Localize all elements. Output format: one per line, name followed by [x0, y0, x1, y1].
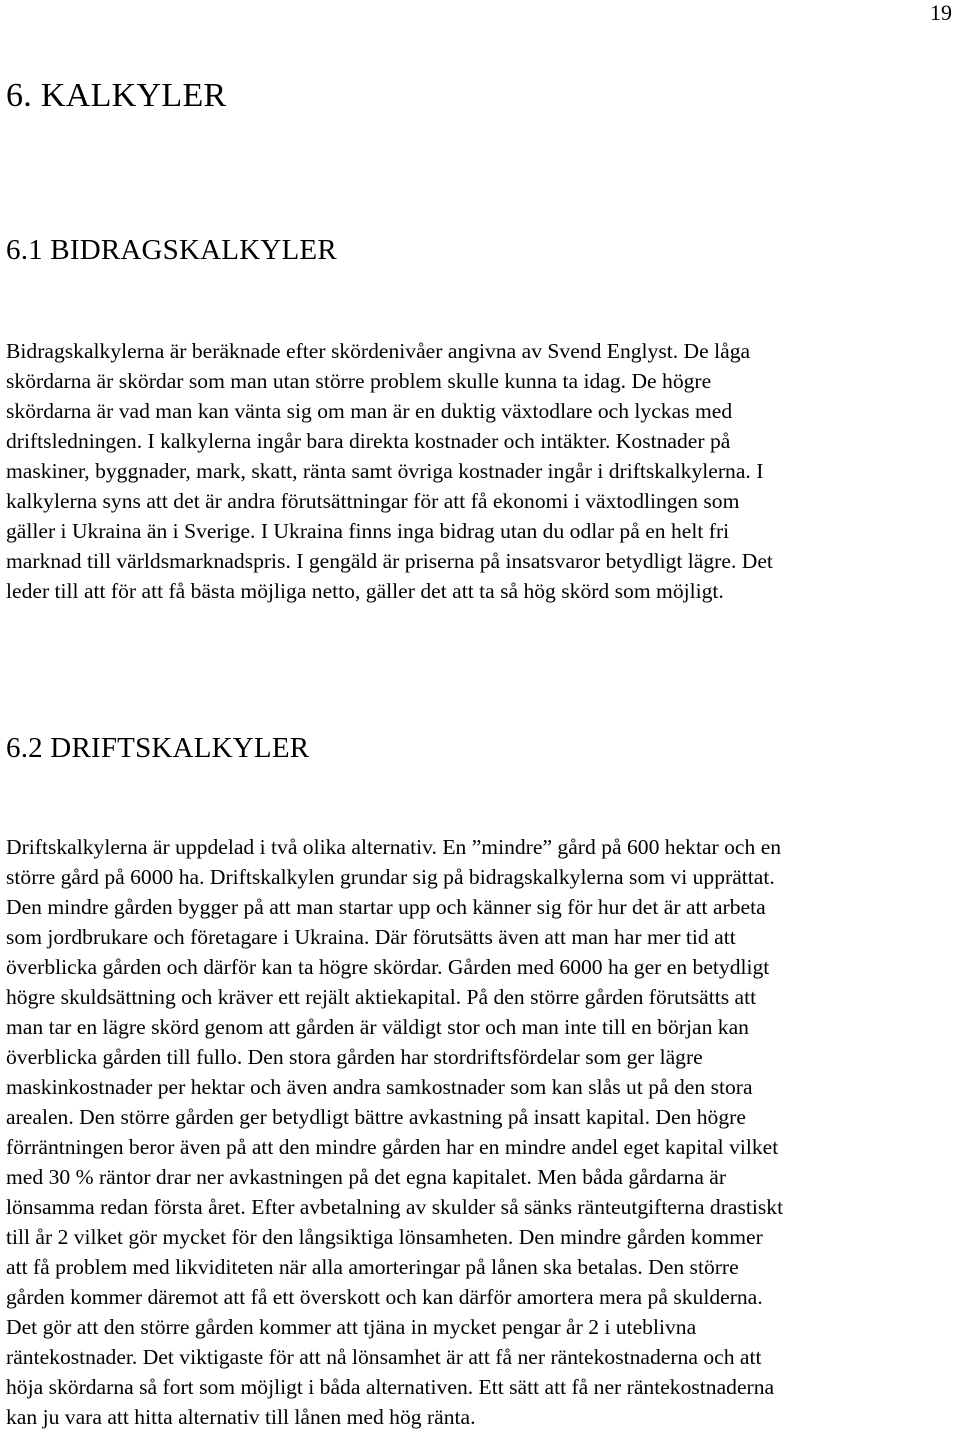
- text-line: kan ju vara att hitta alternativ till lånen med hög ränta.: [6, 1405, 476, 1429]
- text-line: högre skuldsättning och kräver ett rejält aktiekapital. På den större gården förutsätts att: [6, 985, 757, 1009]
- paragraph-driftskalkyler: [6, 832, 958, 1432]
- text-line: maskiner, byggnader, mark, skatt, ränta samt övriga kostnader ingår i driftskalkylerna. I: [6, 459, 764, 483]
- text-line: gården kommer däremot att få ett överskott och kan därför amortera mera på skulderna.: [6, 1285, 763, 1309]
- paragraph-bidragskalkyler: [6, 336, 958, 606]
- text-line: Det gör att den större gården kommer att tjäna in mycket pengar år 2 i uteblivna: [6, 1315, 697, 1339]
- text-line: maskinkostnader per hektar och även andra samkostnader som kan slås ut på den stora: [6, 1075, 753, 1099]
- text-line: Den mindre gården bygger på att man startar upp och känner sig för hur det är att arbeta: [6, 895, 766, 919]
- text-line: förräntningen beror även på att den mindre gården har en mindre andel eget kapital vilket: [6, 1135, 779, 1159]
- text-line: man tar en lägre skörd genom att gården är väldigt stor och man inte till en början kan: [6, 1015, 749, 1039]
- page-number: 19: [930, 0, 952, 25]
- text-line: höja skördarna så fort som möjligt i båda alternativen. Ett sätt att få ner räntekostnaderna: [6, 1375, 775, 1399]
- text-line: driftsledningen. I kalkylerna ingår bara direkta kostnader och intäkter. Kostnader på: [6, 429, 731, 453]
- text-line: att få problem med likviditeten när alla amorteringar på lånen ska betalas. Den större: [6, 1255, 739, 1279]
- text-line: Driftskalkylerna är uppdelad i två olika alternativ. En ”mindre” gård på 600 hektar och en: [6, 835, 782, 859]
- text-line: till år 2 vilket gör mycket för den långsiktiga lönsamheten. Den mindre gården kommer: [6, 1225, 763, 1249]
- text-line: leder till att för att få bästa möjliga netto, gäller det att ta så hög skörd som möjligt.: [6, 579, 724, 603]
- text-line: överblicka gården och därför kan ta högre skördar. Gården med 6000 ha ger en betydligt: [6, 955, 770, 979]
- text-line: räntekostnader. Det viktigaste för att nå lönsamhet är att få ner räntekostnaderna och att: [6, 1345, 762, 1369]
- text-line: skördarna är skördar som man utan större problem skulle kunna ta idag. De högre: [6, 369, 712, 393]
- text-line: med 30 % räntor drar ner avkastningen på det egna kapitalet. Men båda gårdarna är: [6, 1165, 727, 1189]
- chapter-title: 6. KALKYLER: [6, 77, 227, 114]
- text-line: marknad till världsmarknadspris. I gengäld är priserna på insatsvaror betydligt lägre. Det: [6, 549, 773, 573]
- text-line: arealen. Den större gården ger betydligt bättre avkastning på insatt kapital. Den högre: [6, 1105, 746, 1129]
- text-line: skördarna är vad man kan vänta sig om man är en duktig växtodlare och lyckas med: [6, 399, 733, 423]
- text-line: kalkylerna syns att det är andra förutsättningar för att få ekonomi i växtodlingen som: [6, 489, 740, 513]
- section-heading-bidragskalkyler: 6.1 BIDRAGSKALKYLER: [6, 234, 337, 266]
- text-line: gäller i Ukraina än i Sverige. I Ukraina finns inga bidrag utan du odlar på en helt fri: [6, 519, 730, 543]
- text-line: lönsamma redan första året. Efter avbetalning av skulder så sänks ränteutgifterna drastiskt: [6, 1195, 784, 1219]
- section-heading-driftskalkyler: 6.2 DRIFTSKALKYLER: [6, 732, 310, 764]
- text-line: överblicka gården till fullo. Den stora gården har stordriftsfördelar som ger lägre: [6, 1045, 703, 1069]
- text-line: större gård på 6000 ha. Driftskalkylen grundar sig på bidragskalkylerna som vi upprättat.: [6, 865, 775, 889]
- text-line: som jordbrukare och företagare i Ukraina. Där förutsätts även att man har mer tid att: [6, 925, 736, 949]
- text-line: Bidragskalkylerna är beräknade efter skördenivåer angivna av Svend Englyst. De låga: [6, 339, 751, 363]
